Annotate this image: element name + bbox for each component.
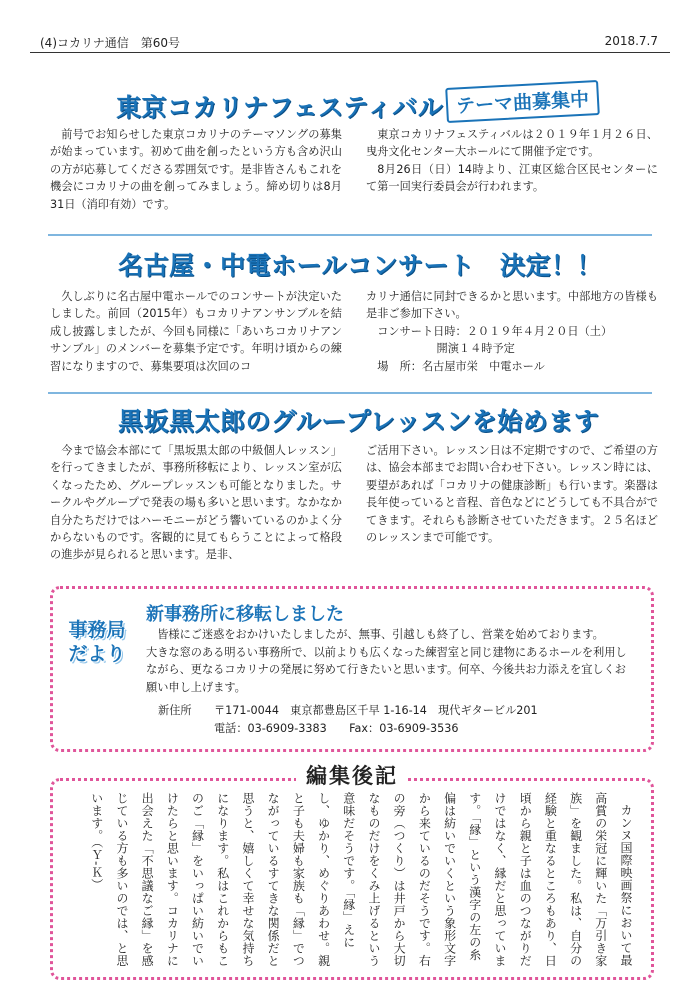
office-news-title: 新事務所に移転しました xyxy=(146,604,344,625)
section3-right-text: ご活用下さい。レッスン日は不定期ですので、ご希望の方は、協会本部までお問い合わせ下さい。レッスン時には、要望があれば「コカリナの健康診断」も行います。楽器は長年使っていると音程、音色などにどうしても不具合がでてきます。それらも診断させていただきます。２５名ほどのレッスンまで可能です。 xyxy=(366,444,658,545)
section1-right-text-2: 8月26日（日）14時より、江東区総合区民センターにて第一回実行委員会が行われます。 xyxy=(366,162,658,194)
office-phone-line: 電話：03-6909-3383 Fax：03-6909-3536 xyxy=(158,722,459,735)
office-address-line: 新住所 〒171-0044 東京都豊島区千早 1-16-14 現代ギタービル201 xyxy=(158,704,538,717)
section3-right-column xyxy=(366,442,658,546)
section1-left-text: 前号でお知らせした東京コカリナのテーマソングの募集が始まっています。初めて曲を創ったという方も含め沢山の方が応募してくださる雰囲気です。是非皆さんもこれを機会にコカリナの曲を創ってみましょう。締め切りは8月31日（消印有効）です。 xyxy=(50,128,342,211)
section1-right-column xyxy=(366,126,658,196)
office-news-body xyxy=(146,626,636,696)
office-address xyxy=(158,702,538,738)
section2-right-column xyxy=(366,288,658,375)
header-date: 2018.7.7 xyxy=(604,34,658,48)
editorial-text xyxy=(72,792,638,968)
section1-left-column xyxy=(50,126,342,213)
editorial-paragraph: カンヌ国際映画祭において最高賞の栄冠に輝いた「万引き家族」を観ました。私は、自分の経験と重なるところもあり、日頃から親と子は血のつながりだけではなく、縁だと思っています。「縁」という漢字の左の糸偏は紡いでいくという象形文字から来ているのだそうです。右の旁（つくり）は井戸から大切なものだけをくみ上げるという意味だそうです。「縁」えにし、ゆかり、めぐりあわせ。親と子も夫婦も家族も「縁」でつながっているすてきな関係だと思うと、嬉しくて幸せな気持ちになります。私はこれからもこのご「縁」をいっぱい紡いでいけたらと思います。コカリナに出会えた「不思議なご縁」を感じている方も多いのでは、と思います。（Ｙ-Ｋ） xyxy=(89,792,633,967)
office-news-label xyxy=(62,618,132,666)
office-body-2: 大きな窓のある明るい事務所で、以前よりも広くなった練習室と同じ建物にあるホールを利用しながら、更なるコカリナの発展に努めて行きたいと思います。何卒、今後共お力添えを宜しくお願い申し上げます。 xyxy=(146,645,627,694)
section-divider xyxy=(48,392,652,394)
section1-right-text-1: 東京コカリナフェスティバルは２０１９年１月２６日、曳舟文化センター大ホールにて開催予定です。 xyxy=(366,128,658,159)
section2-concert-place: 場 所：名古屋市栄 中電ホール xyxy=(377,359,545,373)
section3-left-text: 今まで協会本部にて「黒坂黒太郎の中級個人レッスン」を行ってきましたが、事務所移転により、レッスン室が広くなったため、グループレッスンも可能となりました。サークルやグループで発表の場も多いと思います。なかなか自分たちだけではハーモニーがどう響いているのかよく分からないものです。客観的に見てもらうことによって格段の進歩が見られると思います。是非、 xyxy=(50,444,342,562)
section2-concert-date: コンサート日時：２０１９年４月２０日（土） xyxy=(377,324,613,338)
header-issue: (4)コカリナ通信 第60号 xyxy=(40,36,181,50)
section3-left-column xyxy=(50,442,342,564)
section2-left-column xyxy=(50,288,342,375)
section1-title: 東京コカリナフェスティバル xyxy=(116,93,444,122)
office-label-line1: 事務局 xyxy=(68,619,126,641)
editorial-title: 編集後記 xyxy=(296,760,408,790)
section2-right-text: カリナ通信に同封できるかと思います。中部地方の皆様も是非ご参加下さい。 xyxy=(366,290,658,321)
section2-title: 名古屋・中電ホールコンサート 決定！！ xyxy=(118,251,603,280)
section2-concert-time: 開演１４時予定 xyxy=(436,342,515,356)
section2-left-text: 久しぶりに名古屋中電ホールでのコンサートが決定いたしました。前回（2015年）もコカリナアンサンブルを結成し披露しましたが、今回も同様に「あいちコカリナアンサンブル」のメンバーを募集予定です。年明け頃からの練習になりますので、募集要項は次回のコ xyxy=(50,290,342,373)
section3-title: 黒坂黒太郎のグループレッスンを始めます xyxy=(118,407,600,436)
section-divider xyxy=(48,234,652,236)
header-rule xyxy=(30,52,670,53)
office-body-1: 皆様にご迷惑をおかけいたしましたが、無事、引越しも終了し、営業を始めております。 xyxy=(157,628,604,641)
office-label-line2: だより xyxy=(68,643,126,665)
section1-badge: テーマ曲募集中 xyxy=(445,80,600,123)
